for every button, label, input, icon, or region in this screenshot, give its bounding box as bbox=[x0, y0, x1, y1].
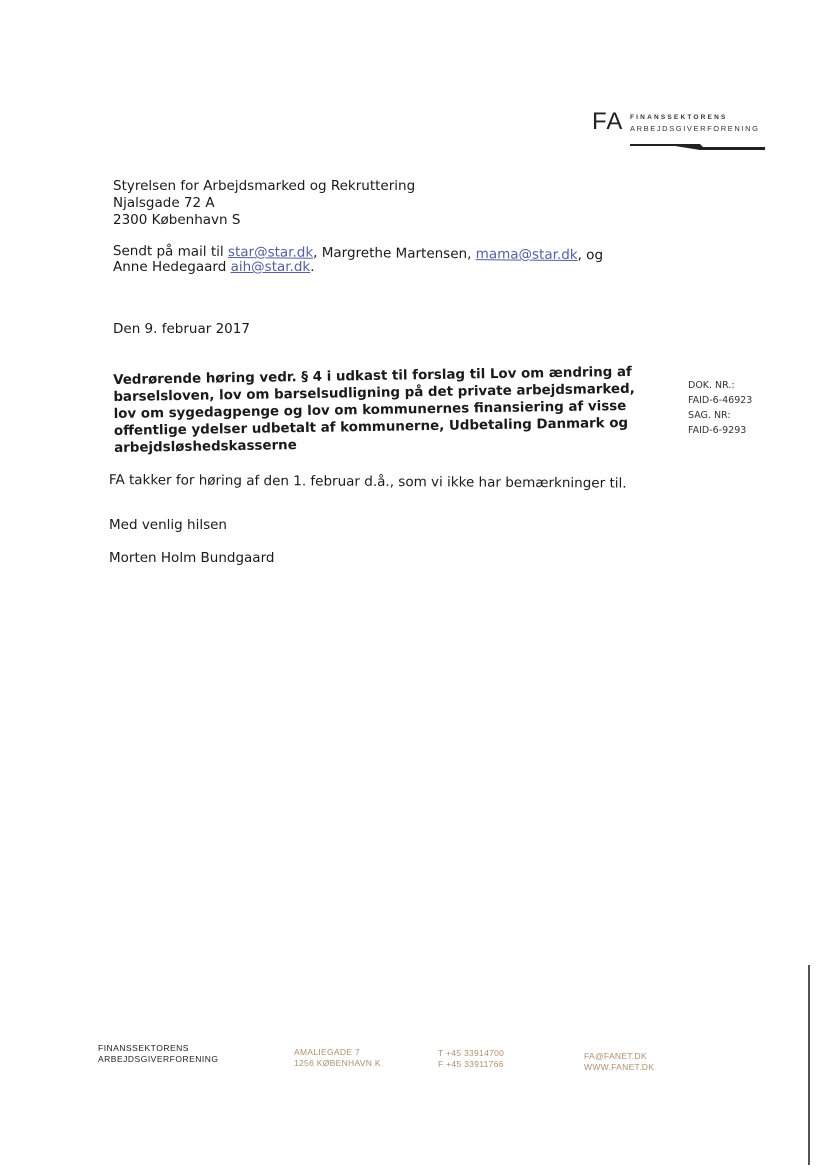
footer-contact bbox=[438, 1048, 504, 1070]
case-number-value: FAID-6-9293 bbox=[688, 425, 747, 436]
sent-line2-suffix: . bbox=[310, 259, 315, 275]
footer-address bbox=[294, 1047, 381, 1069]
footer-email: FA@FANET.DK bbox=[584, 1051, 647, 1061]
recipient-line3: 2300 København S bbox=[113, 212, 241, 228]
footer-org-line2: ARBEJDSGIVERFORENING bbox=[98, 1054, 219, 1064]
footer-website: WWW.FANET.DK bbox=[584, 1062, 655, 1072]
email-link-aih[interactable]: aih@star.dk bbox=[230, 259, 311, 275]
sent-prefix: Sendt på mail til bbox=[112, 243, 229, 261]
footer-organization bbox=[98, 1043, 219, 1065]
sent-mid2: , og bbox=[577, 247, 604, 264]
doc-number-value: FAID-6-46923 bbox=[688, 395, 753, 406]
recipient-line2: Njalsgade 72 A bbox=[113, 195, 215, 211]
letter-greeting: Med venlig hilsen bbox=[109, 517, 227, 533]
sent-to-line2 bbox=[113, 259, 315, 275]
letter-subject: Vedrørende høring vedr. § 4 i udkast til forslag til Lov om ændring af barselsloven, lov om barselsudligning på det private arbejdsmarked, lov om sygedagpenge og lov om kommunernes finansiering af visse offentlige ydelser udbetalt af kommunerne, Udbetaling Danmark og arbejdsløshedskasserne bbox=[113, 364, 635, 456]
email-link-mama[interactable]: mama@star.dk bbox=[475, 246, 578, 264]
footer-org-line1: FINANSSEKTORENS bbox=[98, 1043, 189, 1053]
logo-text-line1: FINANSSEKTORENS bbox=[630, 114, 728, 121]
letter-date: Den 9. februar 2017 bbox=[113, 321, 250, 337]
recipient-address bbox=[113, 178, 415, 229]
scan-edge-line bbox=[808, 965, 810, 1165]
recipient-line1: Styrelsen for Arbejdsmarked og Rekruttering bbox=[113, 178, 416, 194]
logo-mark: FA bbox=[592, 108, 624, 135]
doc-number-label: DOK. NR.: bbox=[688, 380, 735, 391]
letter-signature: Morten Holm Bundgaard bbox=[109, 550, 275, 566]
case-number-label: SAG. NR: bbox=[688, 410, 731, 421]
letter-body: FA takker for høring af den 1. februar d.å., som vi ikke har bemærkninger til. bbox=[108, 472, 627, 492]
footer-addr-line2: 1256 KØBENHAVN K bbox=[294, 1058, 381, 1068]
sent-line2-prefix: Anne Hedegaard bbox=[113, 259, 231, 275]
footer-web bbox=[584, 1051, 654, 1073]
email-link-star[interactable]: star@star.dk bbox=[227, 244, 314, 261]
logo-text-line2: ARBEJDSGIVERFORENING bbox=[630, 124, 760, 133]
sent-mid1: , Margrethe Martensen, bbox=[313, 244, 476, 263]
footer-addr-line1: AMALIEGADE 7 bbox=[294, 1047, 360, 1057]
footer-phone: T +45 33914700 bbox=[438, 1048, 505, 1058]
footer-fax: F +45 33911766 bbox=[438, 1059, 504, 1069]
logo-underline-graphic bbox=[630, 142, 765, 152]
